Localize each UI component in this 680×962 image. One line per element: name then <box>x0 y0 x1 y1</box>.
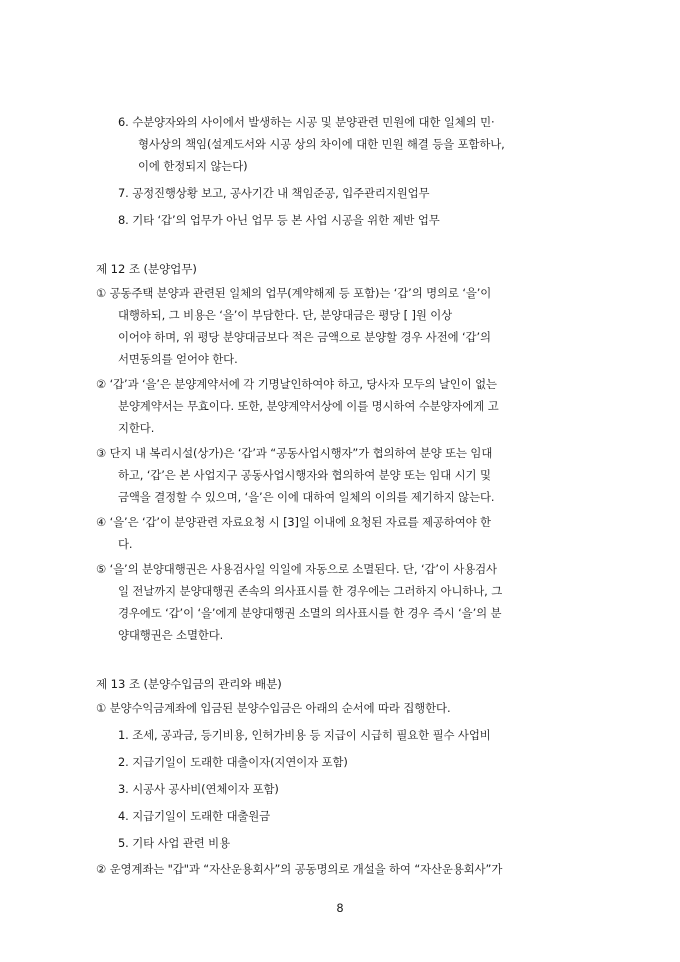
article-12-para-4-line-2: 다. <box>118 537 133 551</box>
article-12-para-5-line-3: 경우에도 ‘갑’이 ‘을’에게 분양대행권 소멸의 의사표시를 한 경우 즉시 ‘을’의 분 <box>118 606 502 620</box>
item-6-line-1: 6. 수분양자와의 사이에서 발생하는 시공 및 분양관련 민원에 대한 일체의 민· <box>118 115 495 129</box>
item-7: 7. 공정진행상황 보고, 공사기간 내 책임준공, 입주관리지원업무 <box>118 186 430 200</box>
article-13-para-1: ① 분양수익금계좌에 입금된 분양수입금은 아래의 순서에 따라 집행한다. <box>96 701 451 715</box>
article-12-para-2-line-3: 지한다. <box>118 421 155 435</box>
item-6-line-2: 형사상의 책임(설계도서와 시공 상의 차이에 대한 민원 해결 등을 포함하나, <box>138 137 505 151</box>
article-12-para-3-line-3: 금액을 결정할 수 있으며, ‘을’은 이에 대하여 일체의 이의를 제기하지 않는다. <box>118 490 495 504</box>
article-12-para-1-line-3: 이어야 하며, 위 평당 분양대금보다 적은 금액으로 분양할 경우 사전에 ‘갑’의 <box>118 330 491 344</box>
article-13-heading: 제 13 조 (분양수입금의 관리와 배분) <box>96 677 282 691</box>
article-12-para-3-line-2: 하고, ‘갑’은 본 사업지구 공동사업시행자와 협의하여 분양 또는 임대 시기 및 <box>118 468 491 482</box>
article-13-para-2: ② 운영계좌는 "갑"과 “자산운용회사”의 공동명의로 개설을 하여 “자산운용회사”가 <box>96 862 503 876</box>
article-12-para-3-line-1: ③ 단지 내 복리시설(상가)은 ‘갑’과 “공동사업시행자”가 협의하여 분양 또는 임대 <box>96 446 493 460</box>
article-12-para-1-line-2: 대행하되, 그 비용은 ‘을’이 부담한다. 단, 분양대금은 평당 [ ]원 이상 <box>118 308 453 322</box>
article-13-item-4: 4. 지급기일이 도래한 대출원금 <box>118 809 271 823</box>
article-13-item-1: 1. 조세, 공과금, 등기비용, 인허가비용 등 지급이 시급히 필요한 필수 사업비 <box>118 728 491 742</box>
article-12-para-5-line-1: ⑤ ‘을’의 분양대행권은 사용검사일 익일에 자동으로 소멸된다. 단, ‘갑’이 사용검사 <box>96 562 497 576</box>
article-12-para-4-line-1: ④ ‘을’은 ‘갑’이 분양관련 자료요청 시 [3]일 이내에 요청된 자료를 제공하여야 한 <box>96 515 491 529</box>
article-12-para-5-line-4: 양대행권은 소멸한다. <box>118 628 224 642</box>
article-12-para-5-line-2: 일 전날까지 분양대행권 존속의 의사표시를 한 경우에는 그러하지 아니하나, 그 <box>118 584 503 598</box>
page-number: 8 <box>336 901 344 915</box>
article-12-para-1-line-4: 서면동의를 얻어야 한다. <box>118 352 238 366</box>
article-12-heading: 제 12 조 (분양업무) <box>96 262 197 276</box>
item-8: 8. 기타 ‘갑’의 업무가 아닌 업무 등 본 사업 시공을 위한 제반 업무 <box>118 213 440 227</box>
article-13-item-2: 2. 지급기일이 도래한 대출이자(지연이자 포함) <box>118 755 348 769</box>
item-6-line-3: 이에 한정되지 않는다) <box>138 159 248 173</box>
article-13-item-5: 5. 기타 사업 관련 비용 <box>118 836 230 850</box>
article-12-para-1-line-1: ① 공동주택 분양과 관련된 일체의 업무(계약해제 등 포함)는 ‘갑’의 명의로 ‘을’이 <box>96 286 492 300</box>
article-12-para-2-line-1: ② ‘갑’과 ‘을’은 분양계약서에 각 기명날인하여야 하고, 당사자 모두의 날인이 없는 <box>96 377 497 391</box>
article-13-item-3: 3. 시공사 공사비(연체이자 포함) <box>118 782 279 796</box>
article-12-para-2-line-2: 분양계약서는 무효이다. 또한, 분양계약서상에 이를 명시하여 수분양자에게 고 <box>118 399 499 413</box>
